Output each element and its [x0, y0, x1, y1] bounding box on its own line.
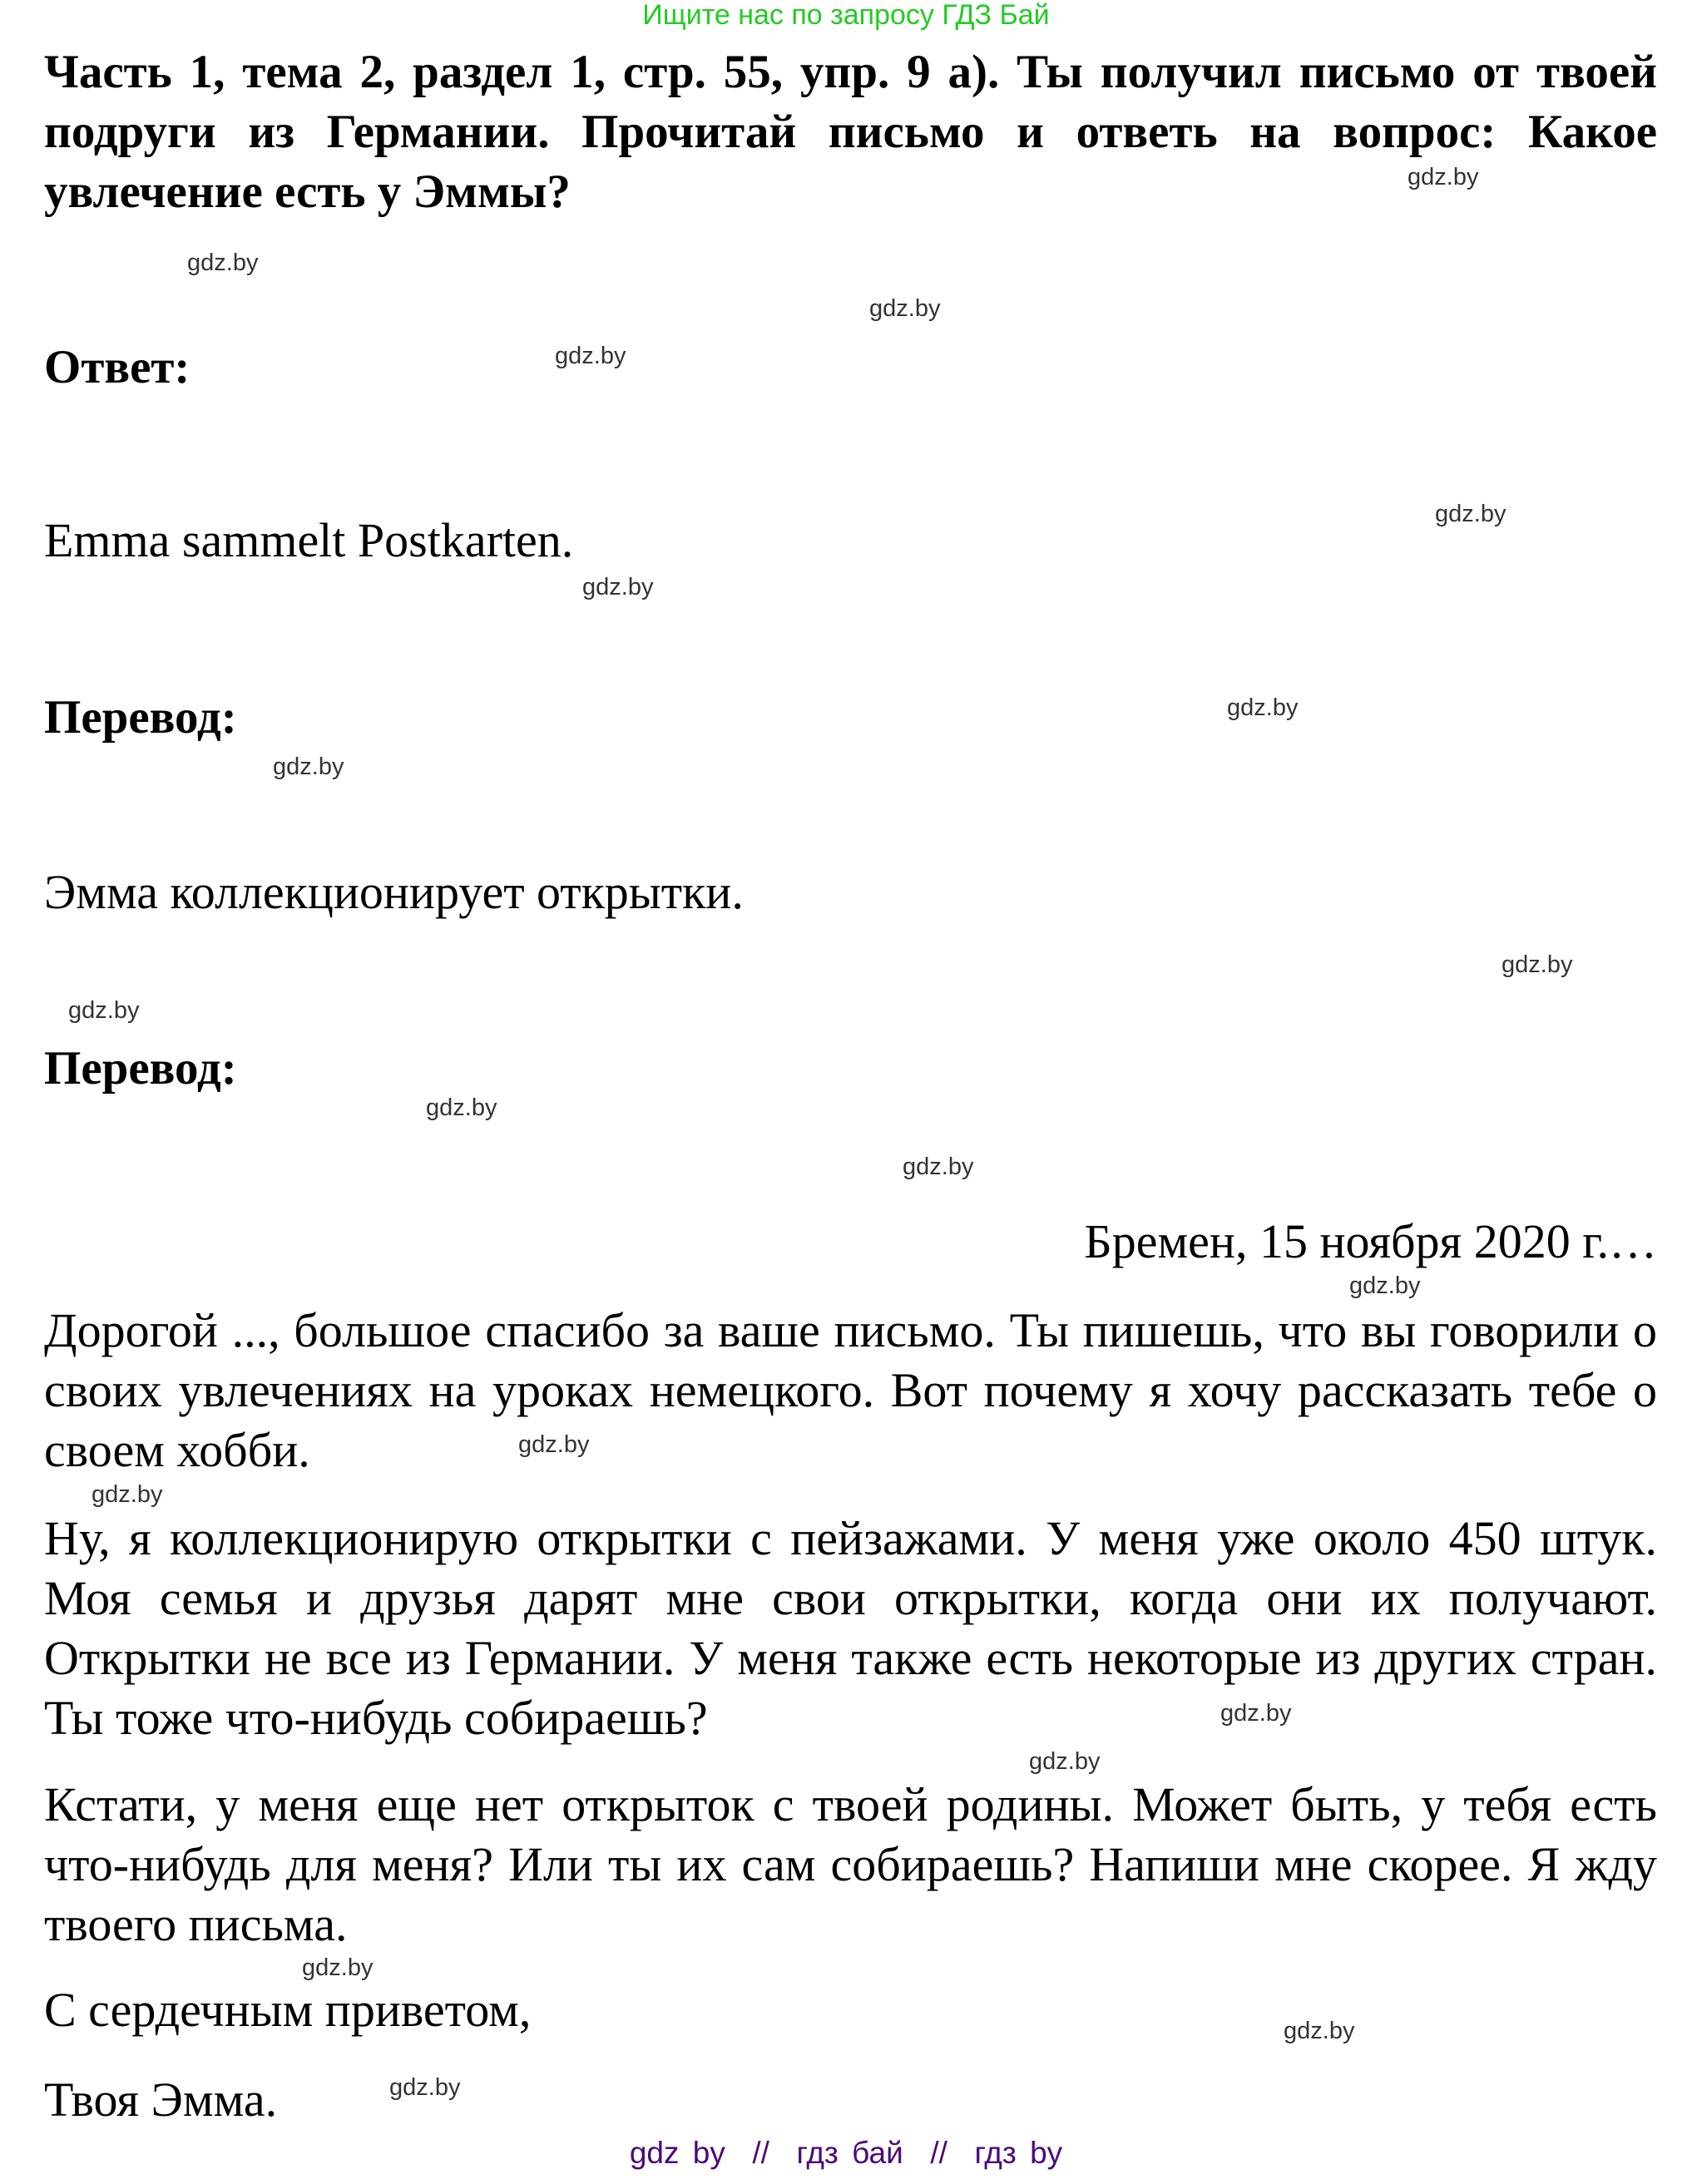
watermark: gdz.by	[1349, 1272, 1421, 1299]
translation-heading: Перевод:	[44, 691, 237, 744]
answer-heading: Ответ:	[44, 341, 190, 393]
letter-line: своем хобби.	[44, 1423, 310, 1477]
watermark: gdz.by	[1502, 951, 1573, 978]
watermark: gdz.by	[1408, 164, 1479, 190]
watermark: gdz.by	[1435, 501, 1506, 527]
task-title-line: Часть 1, тема 2, раздел 1, стр. 55, упр. 9 а). Ты получил письмо от твоей	[44, 46, 1657, 98]
watermark: gdz.by	[92, 1481, 163, 1508]
watermark: gdz.by	[302, 1954, 374, 1981]
task-title-line: подруги из Германии. Прочитай письмо и ответь на вопрос: Какое	[44, 106, 1657, 158]
watermark: gdz.by	[869, 295, 941, 322]
watermark: gdz.by	[555, 343, 626, 369]
letter-line: Ты тоже что-нибудь собираешь?	[44, 1691, 708, 1745]
letter-line: твоего письма.	[44, 1897, 348, 1951]
task-title-line: увлечение есть у Эммы?	[44, 166, 571, 218]
letter-line: Кстати, у меня еще нет открыток с твоей родины. Может быть, у тебя есть	[44, 1777, 1657, 1831]
watermark: gdz.by	[273, 754, 344, 780]
watermark: gdz.by	[389, 2074, 461, 2101]
watermark: gdz.by	[1284, 2018, 1355, 2044]
watermark: gdz.by	[68, 997, 140, 1024]
letter-signature: Твоя Эмма.	[44, 2073, 278, 2127]
watermark: gdz.by	[903, 1154, 974, 1180]
watermark: gdz.by	[426, 1094, 497, 1121]
watermark: gdz.by	[187, 250, 259, 276]
letter-line: Ну, я коллекционирую открытки с пейзажами. У меня уже около 450 штук.	[44, 1511, 1657, 1565]
letter-line: Моя семья и друзья дарят мне свои открытки, когда они их получают.	[44, 1571, 1657, 1625]
watermark: gdz.by	[1227, 694, 1299, 721]
watermark: gdz.by	[1220, 1700, 1292, 1727]
translation-heading: Перевод:	[44, 1042, 237, 1094]
watermark: gdz.by	[1029, 1748, 1101, 1775]
letter-closing: С сердечным приветом,	[44, 1983, 532, 2037]
watermark: gdz.by	[582, 574, 654, 600]
footer-links: gdz by // гдз бай // гдз by	[629, 2136, 1063, 2170]
answer-text: Emma sammelt Postkarten.	[44, 513, 574, 567]
letter-line: что-нибудь для меня? Или ты их сам собираешь? Напиши мне скорее. Я жду	[44, 1837, 1657, 1891]
letter-line: Открытки не все из Германии. У меня также есть некоторые из других стран.	[44, 1631, 1657, 1685]
letter-line: Дорогой ..., большое спасибо за ваше письмо. Ты пишешь, что вы говорили о	[44, 1303, 1657, 1357]
translation-text: Эмма коллекционирует открытки.	[44, 865, 744, 919]
letter-date: Бремен, 15 ноября 2020 г.…	[1084, 1214, 1657, 1268]
search-banner: Ищите нас по запросу ГДЗ Бай	[642, 0, 1050, 31]
letter-line: своих увлечениях на уроках немецкого. Вот почему я хочу рассказать тебе о	[44, 1363, 1657, 1417]
watermark: gdz.by	[518, 1431, 590, 1458]
